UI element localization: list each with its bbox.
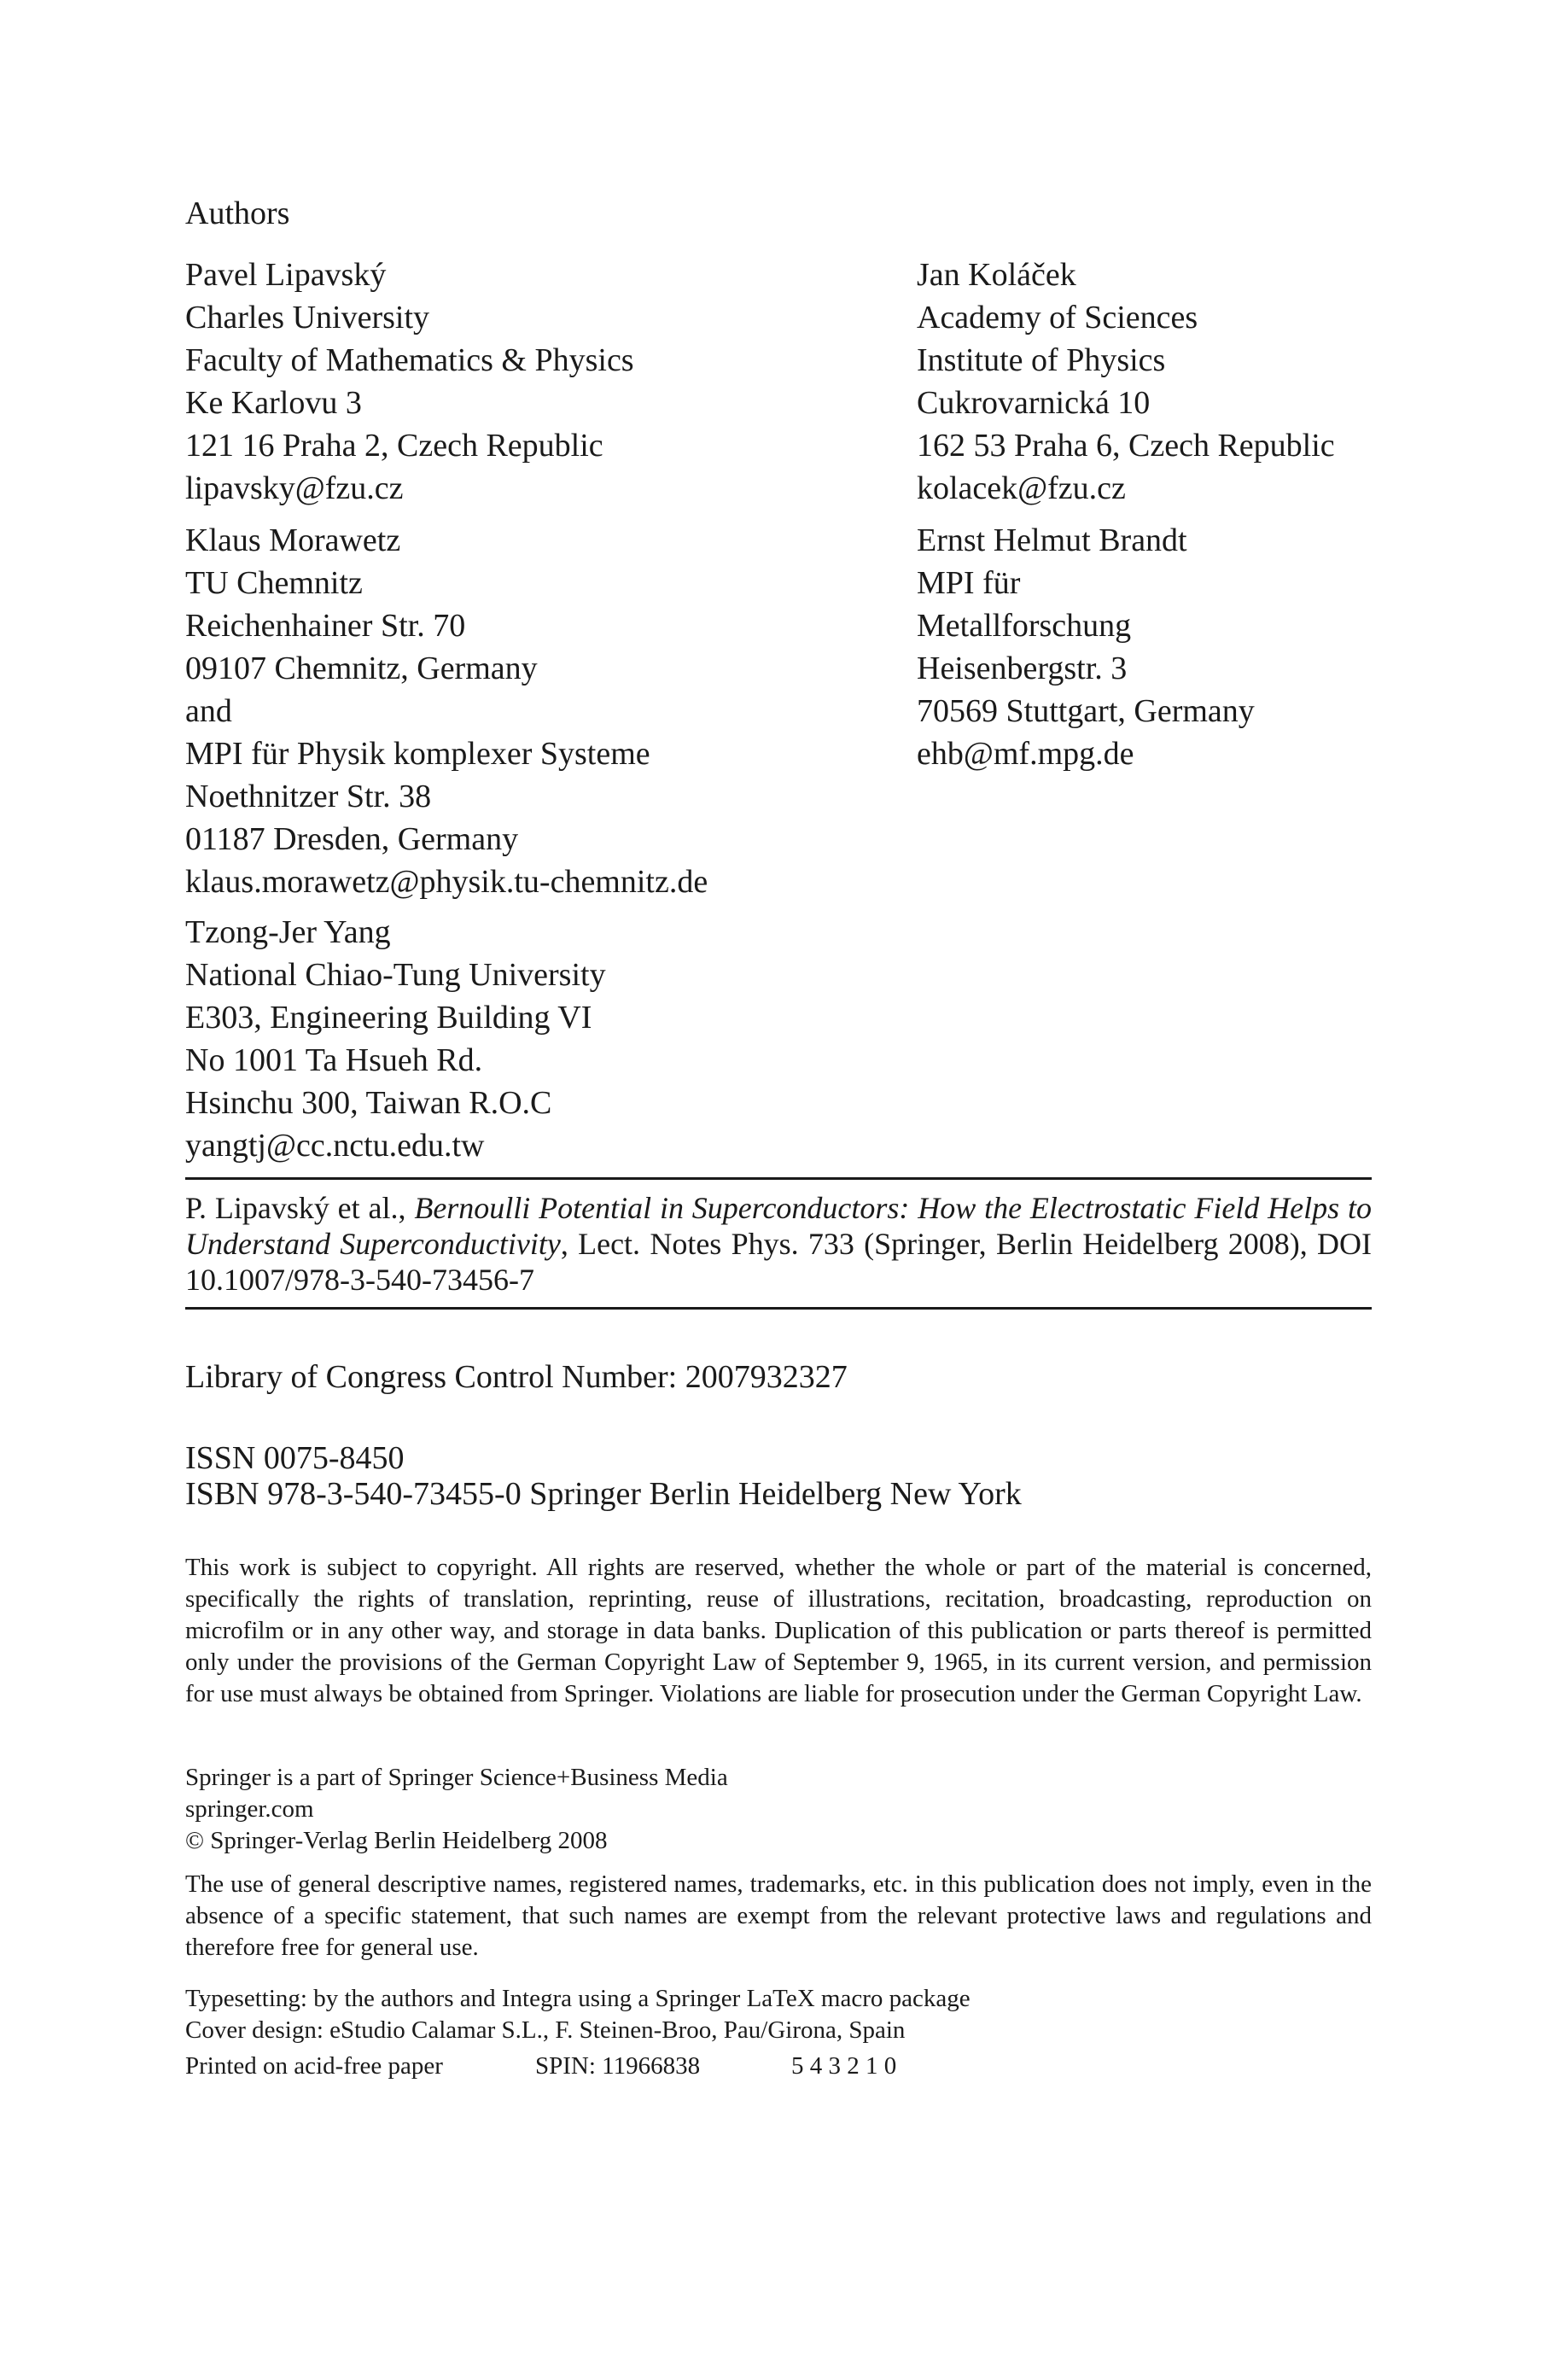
author-email: klaus.morawetz@physik.tu-chemnitz.de — [185, 864, 708, 900]
author-conjunction: and — [185, 693, 232, 729]
author-block-lipavsky — [185, 254, 634, 510]
author-name: Tzong-Jer Yang — [185, 914, 391, 950]
author-address: 162 53 Praha 6, Czech Republic — [917, 428, 1335, 464]
author-address: Heisenbergstr. 3 — [917, 651, 1128, 686]
author-affiliation: Institute of Physics — [917, 342, 1166, 378]
citation-authors: P. Lipavský et al., — [185, 1191, 406, 1225]
author-address: Ke Karlovu 3 — [185, 385, 362, 421]
citation-bottom-rule — [185, 1307, 1372, 1310]
author-address: No 1001 Ta Hsueh Rd. — [185, 1042, 483, 1078]
trademark-notice: The use of general descriptive names, registered names, trademarks, etc. in this publication does not imply, even in the absence of a specific statement, that such names are exempt from the relevant protective laws and regulations and therefore free for general use. — [185, 1870, 1372, 1961]
author-affiliation: MPI für Physik komplexer Systeme — [185, 736, 650, 772]
book-citation — [185, 1190, 1372, 1298]
author-affiliation: MPI für — [917, 565, 1021, 601]
lccn: Library of Congress Control Number: 2007932327 — [185, 1359, 848, 1395]
author-address: 09107 Chemnitz, Germany — [185, 651, 538, 686]
author-email: yangtj@cc.nctu.edu.tw — [185, 1128, 485, 1164]
acid-free-paper: Printed on acid-free paper — [185, 2052, 443, 2080]
author-block-brandt — [917, 519, 1255, 775]
printing-line — [185, 2049, 896, 2083]
print-run-code: 5 4 3 2 1 0 — [791, 2052, 897, 2080]
cover-design-line: Cover design: eStudio Calamar S.L., F. Steinen-Broo, Pau/Girona, Spain — [185, 2016, 906, 2044]
author-name: Pavel Lipavský — [185, 257, 387, 293]
author-address: Reichenhainer Str. 70 — [185, 608, 466, 644]
citation-top-rule — [185, 1177, 1372, 1180]
author-affiliation: National Chiao-Tung University — [185, 957, 606, 993]
author-name: Ernst Helmut Brandt — [917, 522, 1187, 558]
springer-website: springer.com — [185, 1795, 314, 1823]
copyright-notice: This work is subject to copyright. All rights are reserved, whether the whole or part of the material is concerned, specifically the rights of translation, reprinting, reuse of illustrations, recitation, broadcasting, reproduction on microfilm or in any other way, and storage in data banks. Duplication of this publication or parts thereof is permitted only under the provisions of the German Copyright Law of September 9, 1965, in its current version, and permission for use must always be obtained from Springer. Violations are liable for prosecution under the German Copyright Law. — [185, 1554, 1372, 1707]
author-name: Jan Koláček — [917, 257, 1076, 293]
author-email: ehb@mf.mpg.de — [917, 736, 1134, 772]
authors-heading: Authors — [185, 195, 290, 231]
author-block-morawetz — [185, 519, 708, 903]
author-address: E303, Engineering Building VI — [185, 1000, 592, 1036]
spin-number: SPIN: 11966838 — [535, 2052, 701, 2080]
author-address: 121 16 Praha 2, Czech Republic — [185, 428, 603, 464]
springer-part-of: Springer is a part of Springer Science+Business Media — [185, 1764, 728, 1791]
copyright-line: © Springer-Verlag Berlin Heidelberg 2008 — [185, 1827, 608, 1854]
author-address: Cukrovarnická 10 — [917, 385, 1151, 421]
springer-info — [185, 1762, 728, 1857]
author-affiliation: Metallforschung — [917, 608, 1132, 644]
author-email: lipavsky@fzu.cz — [185, 470, 404, 506]
author-block-yang — [185, 911, 606, 1167]
author-affiliation: Faculty of Mathematics & Physics — [185, 342, 634, 378]
issn: ISSN 0075-8450 — [185, 1440, 405, 1476]
production-info — [185, 1983, 971, 2046]
author-block-kolacek — [917, 254, 1335, 510]
author-affiliation: Charles University — [185, 300, 430, 336]
author-name: Klaus Morawetz — [185, 522, 401, 558]
author-email: kolacek@fzu.cz — [917, 470, 1126, 506]
author-address: 01187 Dresden, Germany — [185, 821, 519, 857]
author-affiliation: TU Chemnitz — [185, 565, 363, 601]
author-address: 70569 Stuttgart, Germany — [917, 693, 1255, 729]
author-affiliation: Academy of Sciences — [917, 300, 1198, 336]
author-address: Hsinchu 300, Taiwan R.O.C — [185, 1085, 552, 1121]
author-address: Noethnitzer Str. 38 — [185, 779, 432, 814]
typesetting-line: Typesetting: by the authors and Integra using a Springer LaTeX macro package — [185, 1985, 971, 2012]
citation-title: Bernoulli Potential in Superconductors: How the Electrostatic Field Helps to Understand Superconductivity — [185, 1191, 1373, 1261]
citation-rest: , Lect. Notes Phys. 733 (Springer, Berlin Heidelberg 2008), DOI 10.1007/978-3-540-73456-7 — [185, 1227, 1372, 1297]
isbn: ISBN 978-3-540-73455-0 Springer Berlin Heidelberg New York — [185, 1476, 1022, 1512]
